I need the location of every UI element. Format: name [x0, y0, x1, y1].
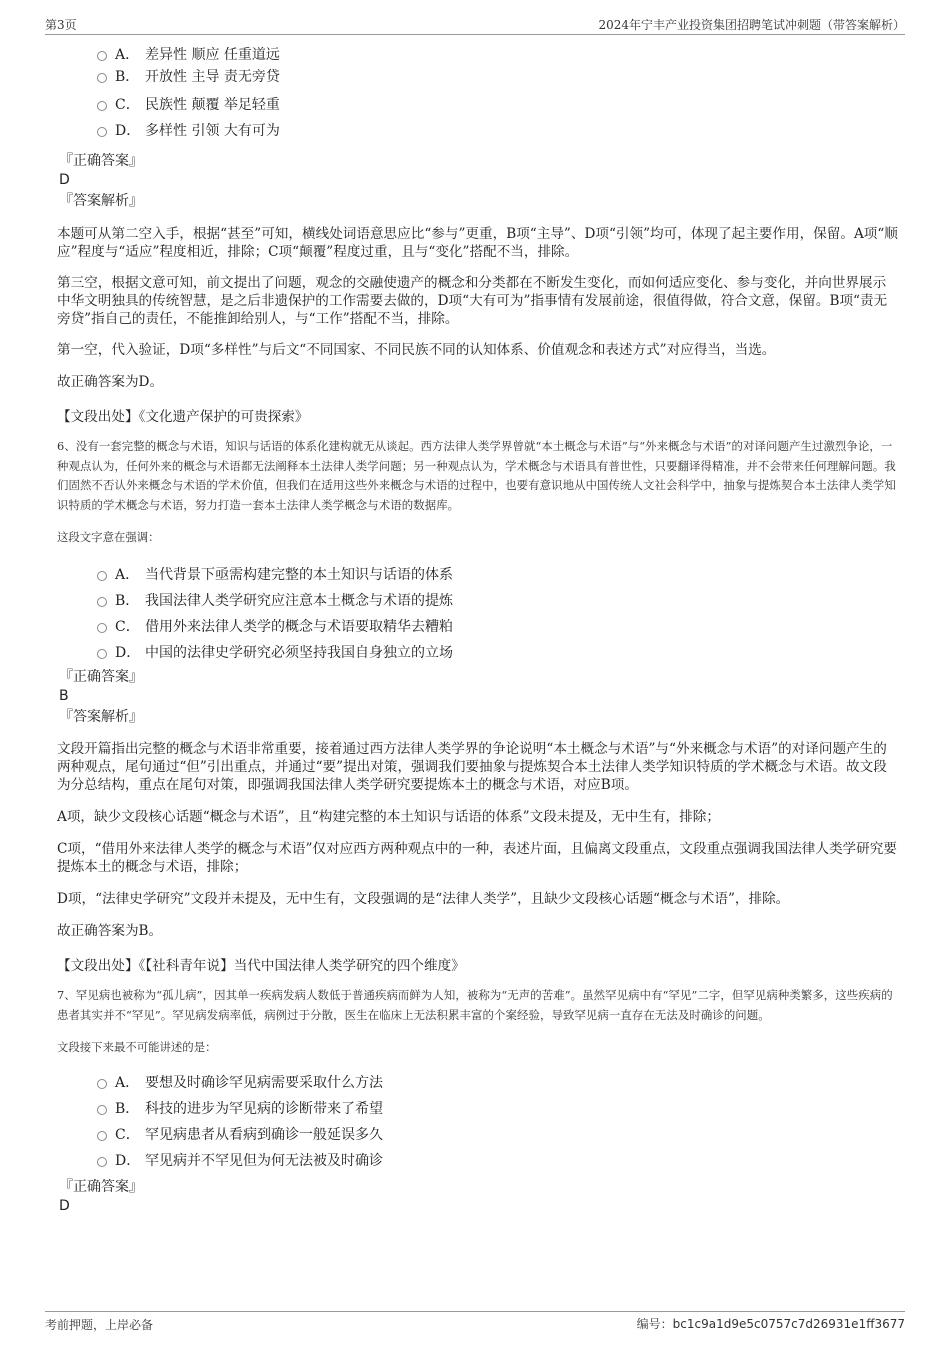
radio-icon[interactable] [97, 1131, 107, 1141]
footer-slogan: 考前押题，上岸必备 [45, 1318, 154, 1332]
q7-options [57, 1070, 898, 1174]
code-label: 编号： [636, 1317, 673, 1331]
page-number: 第3页 [45, 18, 77, 32]
document-code [637, 1315, 905, 1332]
analysis-label: 『答案解析』 [59, 709, 143, 725]
analysis-paragraph: 故正确答案为B。 [57, 923, 163, 939]
analysis-paragraph: C项，“借用外来法律人类学的概念与术语”仅对应西方两种观点中的一种，表述片面，且偏离文段重点，文段重点强调我国法律人类学研究要提炼本土的概念与术语，排除； [57, 841, 897, 875]
source-citation: 【文段出处】《文化遗产保护的可贵探索》 [57, 409, 309, 425]
answer-label: 『正确答案』 [59, 153, 143, 169]
analysis-paragraph: 故正确答案为D。 [57, 374, 164, 390]
option-d[interactable]: D． 多样性 引领 大有可为 [57, 118, 898, 144]
option-b[interactable]: B． 科技的进步为罕见病的诊断带来了希望 [57, 1096, 898, 1122]
q6-options [57, 562, 898, 666]
radio-icon[interactable] [97, 571, 107, 581]
question-text: 6、没有一套完整的概念与术语，知识与话语的体系化建构就无从谈起。西方法律人类学界曾就“本土概念与术语”与“外来概念与术语”的对译问题产生过激烈争论，一种观点认为，任何外来的概念与术语都无法阐释本土法律人类学问题；另一种观点认为，学术概念与术语具有普世性，只要翻译得精准，并不会带来任何理解问题。我们固然不否认外来概念与术语的学术价值，但我们在适用这些外来概念与术语的过程中，也要有意识地从中国传统人文社会科学中，抽象与提炼契合本土法律人类学知识特质的学术概念与术语，努力打造一套本土法律人类学概念与术语的数据库。 [57, 439, 896, 512]
document-title: 2024年宁丰产业投资集团招聘笔试冲刺题（带答案解析） [598, 18, 905, 32]
option-b[interactable]: B． 开放性 主导 责无旁贷 [57, 66, 898, 88]
analysis-paragraph: D项，“法律史学研究”文段并未提及，无中生有，文段强调的是“法律人类学”，且缺少文段核心话题“概念与术语”，排除。 [57, 891, 790, 907]
option-c[interactable]: C． 民族性 颠覆 举足轻重 [57, 92, 898, 118]
analysis-label: 『答案解析』 [59, 193, 143, 209]
radio-icon[interactable] [97, 597, 107, 607]
radio-icon[interactable] [97, 73, 107, 83]
option-b[interactable]: B． 我国法律人类学研究应注意本土概念与术语的提炼 [57, 588, 898, 614]
analysis-paragraph: A项，缺少文段核心话题“概念与术语”，且“构建完整的本土知识与话语的体系”文段未提及，无中生有，排除； [57, 809, 720, 825]
option-a[interactable]: A． 当代背景下亟需构建完整的本土知识与话语的体系 [57, 562, 898, 588]
analysis-paragraph: 本题可从第二空入手，根据“甚至”可知，横线处词语意思应比“参与”更重，B项“主导”、D项“引领”均可，体现了起主要作用，保留。A项“顺应”程度与“适应”程度相近，排除；C项“颠覆”程度过重，且与“变化”搭配不当，排除。 [57, 226, 898, 260]
analysis-paragraph: 第三空，根据文意可知，前文提出了问题，观念的交融使遗产的概念和分类都在不断发生变化，而如何适应变化、参与变化，并向世界展示中华文明独具的传统智慧，是之后非遗保护的工作需要去做的，D项“大有可为”指事情有发展前途，很值得做，符合文意，保留。B项“责无旁贷”指自己的责任，不能推卸给别人，与“工作”搭配不当，排除。 [57, 275, 888, 327]
code-value: bc1c9a1d9e5c0757c7d26931e1ff3677 [672, 1317, 905, 1331]
option-c[interactable]: C． 借用外来法律人类学的概念与术语要取精华去糟粕 [57, 614, 898, 640]
question-text: 7、罕见病也被称为“孤儿病”，因其单一疾病发病人数低于普通疾病而鲜为人知，被称为“无声的苦难”。虽然罕见病中有“罕见”二字，但罕见病种类繁多，这些疾病的患者其实并不“罕见”。罕见病发病率低，病例过于分散，医生在临床上无法积累丰富的个案经验，导致罕见病一直存在无法及时确诊的问题。 [57, 988, 893, 1022]
radio-icon[interactable] [97, 623, 107, 633]
answer-value: B [59, 688, 69, 704]
q5-options [57, 44, 898, 144]
option-d[interactable]: D． 中国的法律史学研究必须坚持我国自身独立的立场 [57, 640, 898, 666]
radio-icon[interactable] [97, 649, 107, 659]
page-header [45, 14, 905, 35]
option-a[interactable]: A． 要想及时确诊罕见病需要采取什么方法 [57, 1070, 898, 1096]
radio-icon[interactable] [97, 101, 107, 111]
option-d[interactable]: D． 罕见病并不罕见但为何无法被及时确诊 [57, 1148, 898, 1174]
question-prompt: 这段文字意在强调： [57, 530, 160, 544]
radio-icon[interactable] [97, 1105, 107, 1115]
question-prompt: 文段接下来最不可能讲述的是： [57, 1040, 217, 1054]
analysis-paragraph: 文段开篇指出完整的概念与术语非常重要，接着通过西方法律人类学界的争论说明“本土概念与术语”与“外来概念与术语”的对译问题产生的两种观点，尾句通过“但”引出重点，并通过“要”提出对策，强调我们要抽象与提炼契合本土法律人类学知识特质的学术概念与术语。故文段为分总结构，重点在尾句对策，即强调我国法律人类学研究要提炼本土的概念与术语，对应B项。 [57, 741, 887, 793]
answer-value: D [59, 172, 70, 188]
analysis-paragraph: 第一空，代入验证，D项“多样性”与后文“不同国家、不同民族不同的认知体系、价值观念和表述方式”对应得当，当选。 [57, 342, 776, 358]
radio-icon[interactable] [97, 127, 107, 137]
source-citation: 【文段出处】《【社科青年说】当代中国法律人类学研究的四个维度》 [57, 958, 465, 974]
page-content [57, 44, 898, 1215]
answer-label: 『正确答案』 [59, 669, 143, 685]
option-c[interactable]: C． 罕见病患者从看病到确诊一般延误多久 [57, 1122, 898, 1148]
answer-label: 『正确答案』 [59, 1179, 143, 1195]
radio-icon[interactable] [97, 51, 107, 61]
answer-value: D [59, 1198, 70, 1214]
option-a[interactable]: A． 差异性 顺应 任重道远 [57, 44, 898, 66]
page-footer [45, 1311, 905, 1336]
radio-icon[interactable] [97, 1079, 107, 1089]
radio-icon[interactable] [97, 1157, 107, 1167]
